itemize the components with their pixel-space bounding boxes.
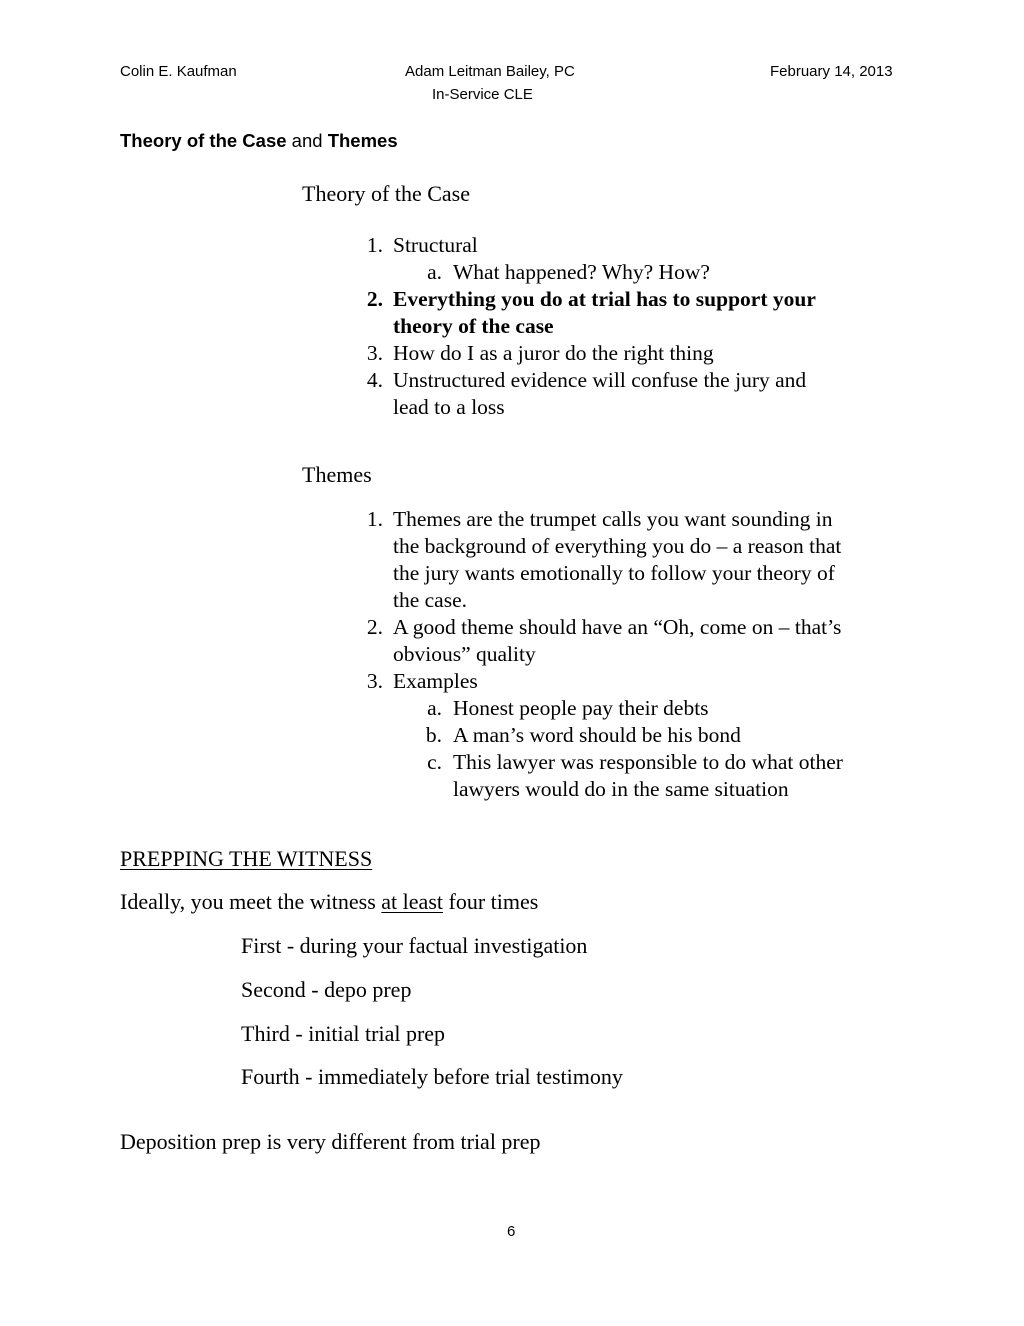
themes-item-2-line2: obvious” quality <box>393 642 536 666</box>
section-title-part1: Theory of the Case <box>120 130 287 151</box>
meeting-fourth: Fourth - immediately before trial testimony <box>241 1064 623 1089</box>
theory-item-2-number: 2. <box>366 287 383 311</box>
meeting-second: Second - depo prep <box>241 977 412 1002</box>
theory-item-1a-text: What happened? Why? How? <box>453 260 710 284</box>
themes-item-1-line2: the background of everything you do – a reason that <box>393 534 842 558</box>
themes-item-1-number: 1. <box>366 507 383 531</box>
theory-item-1-number: 1. <box>366 233 383 257</box>
header-author: Colin E. Kaufman <box>120 63 237 80</box>
theory-item-4-line2: lead to a loss <box>393 395 505 419</box>
theory-item-1a-letter: a. <box>427 260 442 284</box>
page-number: 6 <box>507 1223 516 1240</box>
theory-heading: Theory of the Case <box>302 181 470 206</box>
section-title <box>120 130 398 152</box>
themes-item-3b-text: A man’s word should be his bond <box>453 723 741 747</box>
theory-item-4-number: 4. <box>366 368 383 392</box>
themes-item-3b-letter: b. <box>425 723 442 747</box>
theory-item-2-line1: Everything you do at trial has to support your <box>393 287 816 311</box>
prepping-closing: Deposition prep is very different from trial prep <box>120 1129 541 1154</box>
theory-item-3-number: 3. <box>366 341 383 365</box>
meeting-third: Third - initial trial prep <box>241 1021 446 1046</box>
themes-item-1-line3: the jury wants emotionally to follow your theory of <box>393 561 835 585</box>
themes-item-3-number: 3. <box>366 669 383 693</box>
prepping-intro <box>120 889 538 915</box>
prepping-heading: PREPPING THE WITNESS <box>120 846 373 871</box>
themes-item-2-number: 2. <box>366 615 383 639</box>
meeting-first: First - during your factual investigation <box>241 933 588 958</box>
section-title-part2: Themes <box>327 130 398 151</box>
themes-item-1-line4: the case. <box>393 588 468 612</box>
theory-item-2-line2: theory of the case <box>393 314 554 338</box>
themes-item-3a-letter: a. <box>427 696 442 720</box>
themes-item-2-line1: A good theme should have an “Oh, come on – that’s <box>393 615 842 639</box>
theory-item-3-text: How do I as a juror do the right thing <box>393 341 714 365</box>
themes-item-3a-text: Honest people pay their debts <box>453 696 709 720</box>
header-date: February 14, 2013 <box>770 63 893 80</box>
themes-item-1-line1: Themes are the trumpet calls you want sounding in <box>393 507 833 531</box>
header-firm: Adam Leitman Bailey, PC <box>405 63 575 80</box>
prepping-intro-underlined: at least <box>381 889 443 914</box>
prepping-intro-before: Ideally, you meet the witness <box>120 889 382 914</box>
theory-item-1-text: Structural <box>393 233 478 257</box>
section-title-connector: and <box>286 130 328 151</box>
themes-item-3c-line2: lawyers would do in the same situation <box>453 777 789 801</box>
theory-item-4-line1: Unstructured evidence will confuse the jury and <box>393 368 807 392</box>
themes-item-3c-letter: c. <box>427 750 442 774</box>
prepping-intro-after: four times <box>443 889 539 914</box>
header-subtitle: In-Service CLE <box>432 86 533 103</box>
themes-heading: Themes <box>302 462 372 487</box>
themes-item-3-text: Examples <box>393 669 478 693</box>
themes-item-3c-line1: This lawyer was responsible to do what other <box>453 750 843 774</box>
